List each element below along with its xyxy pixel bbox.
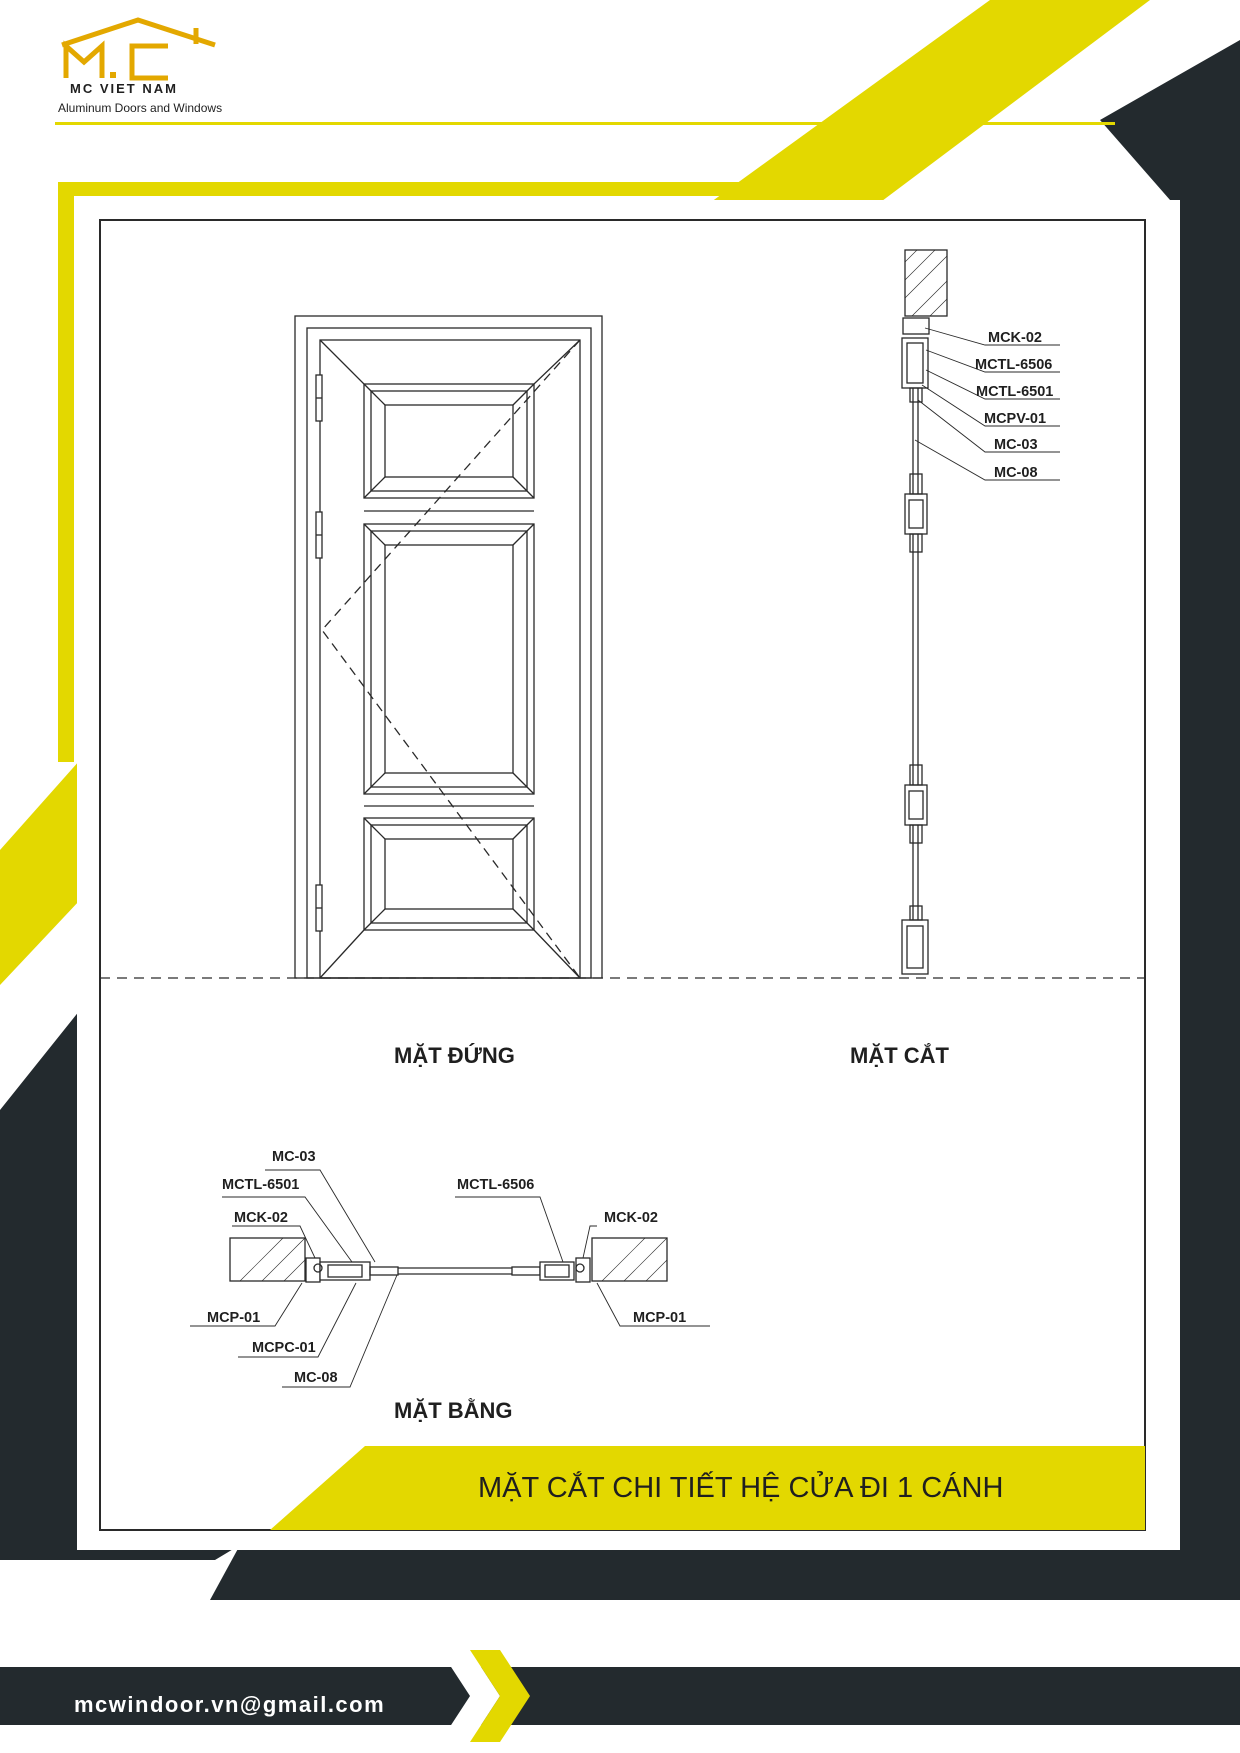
caption-elevation: MẶT ĐỨNG — [394, 1043, 515, 1068]
plan-label: MCPC-01 — [252, 1340, 316, 1356]
section-label: MCTL-6506 — [975, 357, 1053, 373]
yellow-frame-top — [58, 182, 748, 196]
yellow-frame-left — [58, 182, 74, 762]
wall-left — [230, 1238, 305, 1281]
drawing-title: MẶT CẮT CHI TIẾT HỆ CỬA ĐI 1 CÁNH — [478, 1472, 1004, 1504]
caption-section: MẶT CẮT — [850, 1043, 949, 1068]
logo-roof — [62, 20, 215, 45]
sheet-outer — [77, 200, 1180, 1550]
plan-label: MCK-02 — [604, 1210, 658, 1226]
section-label: MCPV-01 — [984, 411, 1047, 427]
bottom-rail — [902, 920, 928, 974]
top-rail — [902, 338, 928, 388]
brand-name: MC VIET NAM — [70, 81, 178, 96]
head-frame — [903, 318, 929, 334]
plan-label: MCTL-6501 — [222, 1177, 300, 1193]
section-label: MCK-02 — [988, 330, 1042, 346]
yellow-stripe-left — [0, 760, 80, 985]
section-label: MCTL-6501 — [976, 384, 1054, 400]
section-label: MC-03 — [994, 437, 1038, 453]
dark-stripe-right-lower — [1170, 700, 1240, 1600]
footer-email: mcwindoor.vn@gmail.com — [74, 1692, 386, 1717]
plan-label: MC-03 — [272, 1149, 316, 1165]
logo-c — [132, 46, 168, 78]
logo-underline — [55, 122, 1115, 125]
dark-block-bottom — [210, 1545, 1240, 1600]
plan-label: MCP-01 — [633, 1310, 687, 1326]
plan-label: MCTL-6506 — [457, 1177, 535, 1193]
plan-frame-left — [306, 1258, 320, 1282]
plan-label: MCK-02 — [234, 1210, 288, 1226]
brand-tagline: Aluminum Doors and Windows — [58, 101, 223, 115]
wall-head — [905, 250, 947, 316]
plan-label: MC-08 — [294, 1370, 338, 1386]
plan-label: MCP-01 — [207, 1310, 261, 1326]
wall-right — [592, 1238, 667, 1281]
yellow-stripe-top — [700, 0, 1150, 210]
caption-plan: MẶT BẰNG — [394, 1398, 513, 1423]
section-label: MC-08 — [994, 465, 1038, 481]
logo-m — [66, 46, 102, 78]
logo — [62, 20, 215, 78]
